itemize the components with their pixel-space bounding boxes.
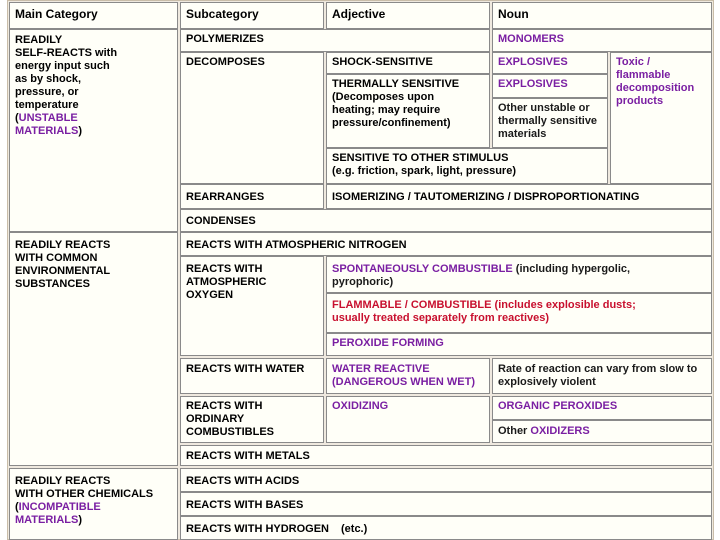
explosives-cell-2: EXPLOSIVES	[492, 74, 608, 98]
atmospheric-oxygen-cell: REACTS WITH ATMOSPHERIC OXYGEN	[180, 256, 324, 356]
reacts-bases-cell: REACTS WITH BASES	[180, 492, 712, 516]
atmospheric-nitrogen-cell: REACTS WITH ATMOSPHERIC NITROGEN	[180, 232, 712, 256]
other-unstable-cell: Other unstable or thermally sensitive materials	[492, 98, 608, 148]
polymerizes-cell: POLYMERIZES	[180, 29, 490, 52]
reacts-acids-cell: REACTS WITH ACIDS	[180, 468, 712, 492]
isomerizing-cell: ISOMERIZING / TAUTOMERIZING / DISPROPORTIONATING	[326, 184, 712, 209]
reaction-rate-cell: Rate of reaction can vary from slow to explosively violent	[492, 358, 712, 394]
water-reactive-cell: WATER REACTIVE (DANGEROUS WHEN WET)	[326, 358, 490, 394]
header-main-category: Main Category	[9, 2, 178, 29]
header-subcategory: Subcategory	[180, 2, 324, 29]
reacts-hydrogen-cell: REACTS WITH HYDROGEN (etc.)	[180, 516, 712, 540]
ordinary-combustibles-cell: REACTS WITH ORDINARY COMBUSTIBLES	[180, 396, 324, 443]
organic-peroxides-cell: ORGANIC PEROXIDES	[492, 396, 712, 420]
oxidizing-cell: OXIDIZING	[326, 396, 490, 443]
unstable-label: UNSTABLE	[18, 112, 78, 124]
main-environmental: READILY REACTS WITH COMMON ENVIRONMENTAL SUBSTANCES	[9, 232, 178, 466]
reacts-metals-cell: REACTS WITH METALS	[180, 445, 712, 466]
other-oxidizers-cell: Other OXIDIZERS	[492, 420, 712, 443]
header-adjective: Adjective	[326, 2, 490, 29]
flammable-combustible-cell: FLAMMABLE / COMBUSTIBLE (includes explosible dusts; usually treated separately from reactives)	[326, 293, 712, 333]
reacts-water-cell: REACTS WITH WATER	[180, 358, 324, 394]
etc-label: (etc.)	[341, 523, 368, 535]
header-noun: Noun	[492, 2, 712, 29]
other-stimulus-cell: SENSITIVE TO OTHER STIMULUS (e.g. friction, spark, light, pressure)	[326, 148, 608, 184]
condenses-cell: CONDENSES	[180, 209, 712, 232]
spontaneous-combustible-cell: SPONTANEOUSLY COMBUSTIBLE (including hypergolic, pyrophoric)	[326, 256, 712, 293]
shock-sensitive-cell: SHOCK-SENSITIVE	[326, 52, 490, 74]
decomposes-cell: DECOMPOSES	[180, 52, 324, 184]
peroxide-forming-cell: PEROXIDE FORMING	[326, 333, 712, 356]
thermally-sensitive-cell: THERMALLY SENSITIVE (Decomposes upon heating; may require pressure/confinement)	[326, 74, 490, 148]
incompatible-label: INCOMPATIBLE	[18, 501, 101, 513]
main-other-chemicals: READILY REACTS WITH OTHER CHEMICALS (INCOMPATIBLE MATERIALS)	[9, 468, 178, 540]
toxic-products-cell: Toxic / flammable decomposition products	[610, 52, 712, 184]
rearranges-cell: REARRANGES	[180, 184, 324, 209]
explosives-cell-1: EXPLOSIVES	[492, 52, 608, 74]
monomers-cell: MONOMERS	[492, 29, 712, 52]
main-self-reacts: READILY SELF-REACTS with energy input such as by shock, pressure, or temperature (UNSTABLE MATERIALS)	[9, 29, 178, 232]
